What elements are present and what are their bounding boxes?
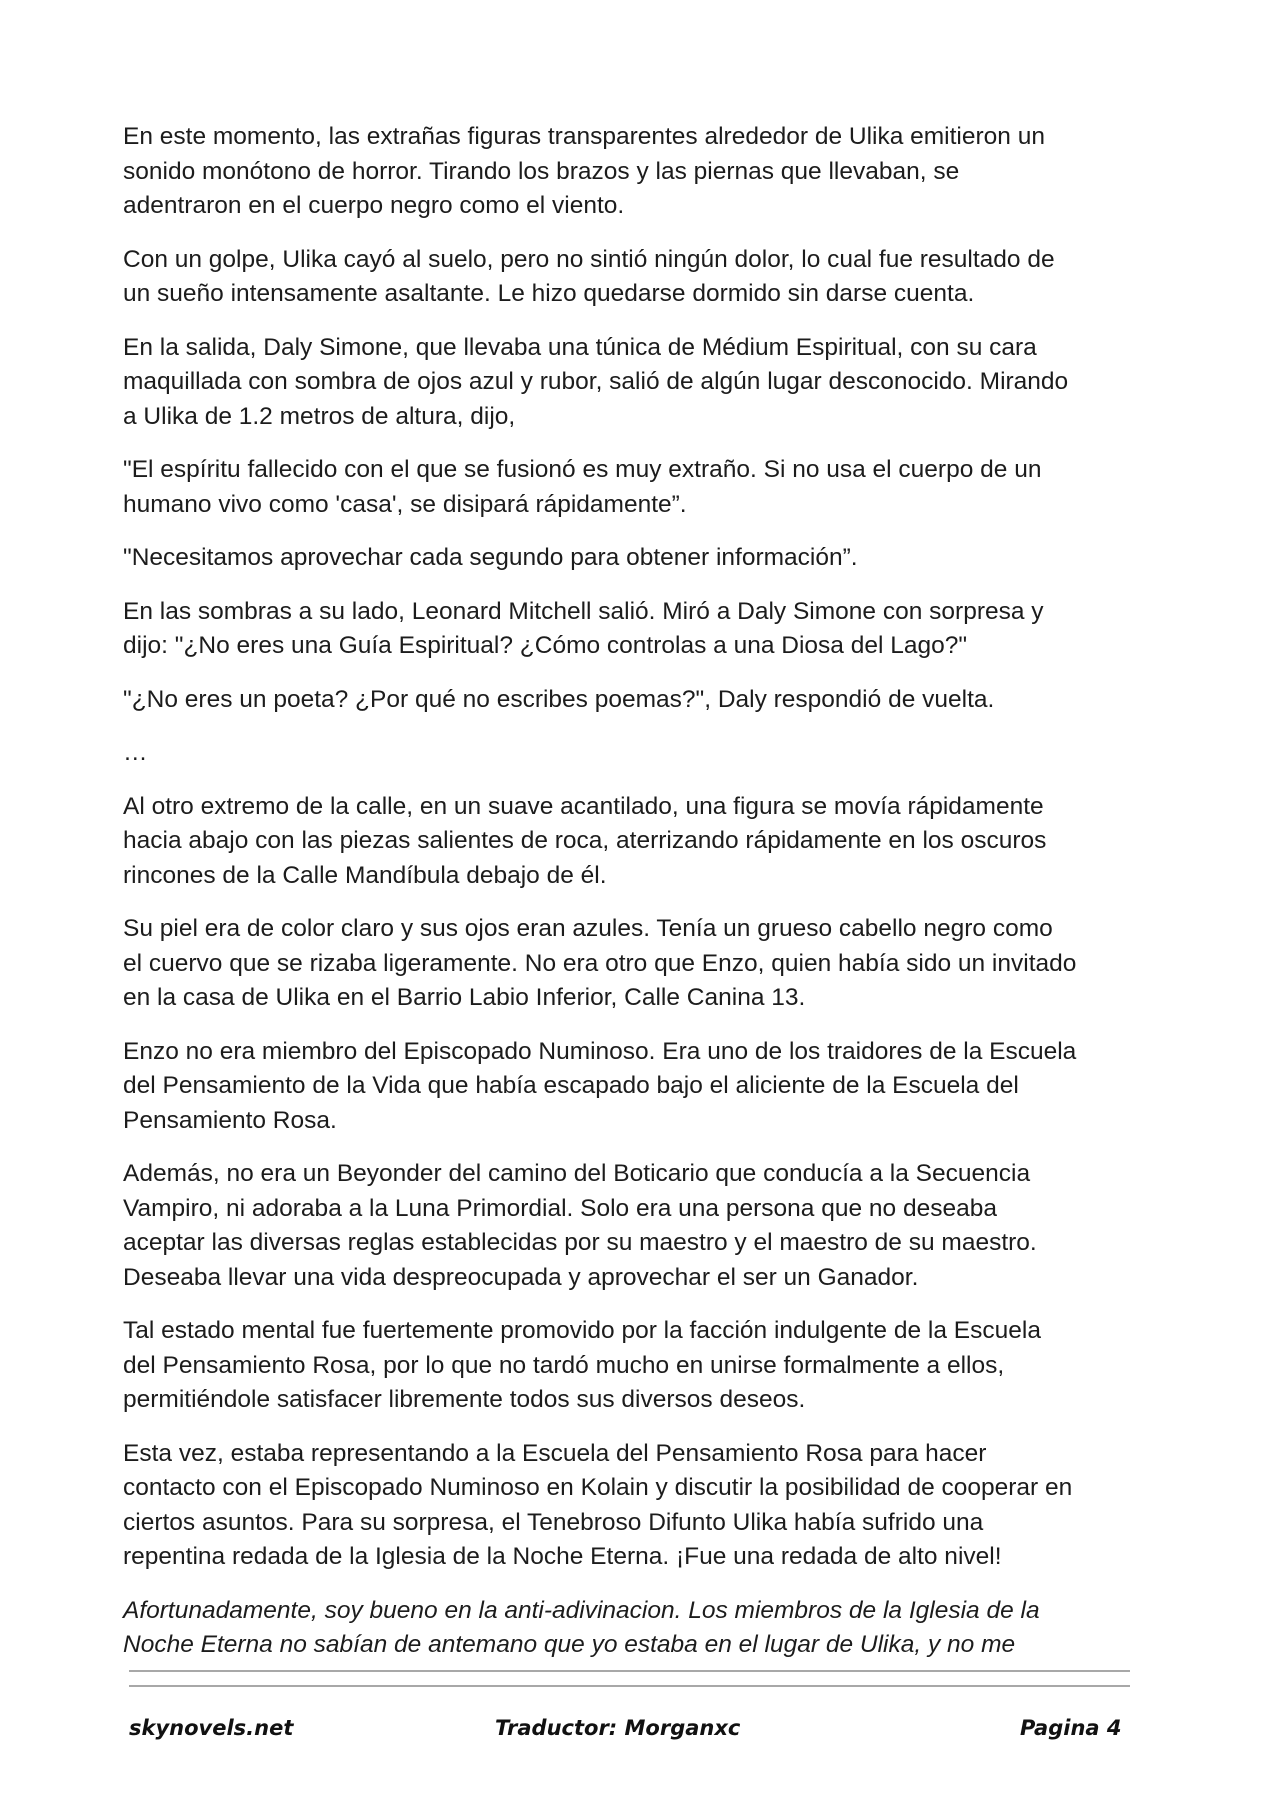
paragraph <box>123 1437 1143 1575</box>
text-line: Además, no era un Beyonder del camino del Boticario que conducía a la Secuencia <box>123 1160 1031 1187</box>
text-line: maquillada con sombra de ojos azul y rubor, salió de algún lugar desconocido. Mirando <box>123 368 1069 395</box>
text-line: Deseaba llevar una vida despreocupada y aprovechar el ser un Ganador. <box>123 1263 919 1291</box>
footer-divider-bottom <box>129 1685 1130 1687</box>
body-text <box>123 120 1143 1682</box>
text-line: repentina redada de la Iglesia de la Noche Eterna. ¡Fue una redada de alto nivel! <box>123 1543 1002 1570</box>
text-line: contacto con el Episcopado Numinoso en Kolain y discutir la posibilidad de cooperar en <box>123 1474 1073 1501</box>
paragraph <box>123 453 1143 522</box>
paragraph <box>123 595 1143 664</box>
text-line: humano vivo como 'casa', se disipará rápidamente”. <box>123 490 687 518</box>
footer-site: skynovels.net <box>129 1716 294 1740</box>
paragraph <box>123 790 1143 894</box>
text-line: ciertos asuntos. Para su sorpresa, el Tenebroso Difunto Ulika había sufrido una <box>123 1508 984 1536</box>
text-line: En las sombras a su lado, Leonard Mitchell salió. Miró a Daly Simone con sorpresa y <box>123 597 1044 625</box>
text-line: Afortunadamente, soy bueno en la anti-adivinacion. Los miembros de la Iglesia de la <box>123 1596 1040 1624</box>
text-line: un sueño intensamente asaltante. Le hizo quedarse dormido sin darse cuenta. <box>123 280 975 307</box>
text-line: el cuervo que se rizaba ligeramente. No era otro que Enzo, quien había sido un invitado <box>123 949 1077 977</box>
text-line: Enzo no era miembro del Episcopado Numinoso. Era uno de los traidores de la Escuela <box>123 1037 1077 1065</box>
text-line: Noche Eterna no sabían de antemano que yo estaba en el lugar de Ulika, y no me <box>123 1631 1016 1658</box>
footer-translator: Traductor: Morganxc <box>495 1716 741 1740</box>
text-line: a Ulika de 1.2 metros de altura, dijo, <box>123 402 516 430</box>
paragraph <box>123 683 1143 718</box>
paragraph <box>123 1035 1143 1139</box>
text-line: … <box>123 739 148 766</box>
text-line: "El espíritu fallecido con el que se fusionó es muy extraño. Si no usa el cuerpo de un <box>123 456 1042 483</box>
paragraph <box>123 736 1143 771</box>
text-line: del Pensamiento de la Vida que había escapado bajo el aliciente de la Escuela del <box>123 1072 1019 1099</box>
paragraph <box>123 912 1143 1016</box>
text-line: sonido monótono de horror. Tirando los brazos y las piernas que llevaban, se <box>123 157 960 185</box>
text-line: En la salida, Daly Simone, que llevaba una túnica de Médium Espiritual, con su cara <box>123 333 1037 361</box>
text-line: dijo: "¿No eres una Guía Espiritual? ¿Cómo controlas a una Diosa del Lago?" <box>123 632 968 659</box>
paragraph <box>123 1314 1143 1418</box>
paragraph <box>123 1157 1143 1295</box>
text-line: "¿No eres un poeta? ¿Por qué no escribes poemas?", Daly respondió de vuelta. <box>123 685 995 713</box>
text-line: "Necesitamos aprovechar cada segundo para obtener información”. <box>123 544 858 571</box>
paragraph <box>123 541 1143 576</box>
text-line: del Pensamiento Rosa, por lo que no tardó mucho en unirse formalmente a ellos, <box>123 1351 1005 1379</box>
footer-divider-top <box>129 1670 1130 1672</box>
text-line: permitiéndole satisfacer libremente todos sus diversos deseos. <box>123 1386 806 1413</box>
paragraph <box>123 331 1143 435</box>
paragraph <box>123 1594 1143 1663</box>
paragraph <box>123 120 1143 224</box>
text-line: Su piel era de color claro y sus ojos eran azules. Tenía un grueso cabello negro como <box>123 915 1053 942</box>
text-line: adentraron en el cuerpo negro como el viento. <box>123 192 625 219</box>
paragraph <box>123 243 1143 312</box>
text-line: Al otro extremo de la calle, en un suave acantilado, una figura se movía rápidamente <box>123 792 1044 820</box>
text-line: En este momento, las extrañas figuras transparentes alrededor de Ulika emitieron un <box>123 123 1045 150</box>
text-line: en la casa de Ulika en el Barrio Labio Inferior, Calle Canina 13. <box>123 984 806 1011</box>
text-line: Esta vez, estaba representando a la Escuela del Pensamiento Rosa para hacer <box>123 1439 987 1467</box>
text-line: rincones de la Calle Mandíbula debajo de él. <box>123 861 607 889</box>
footer-page-number: Pagina 4 <box>1020 1716 1122 1740</box>
text-line: hacia abajo con las piezas salientes de roca, aterrizando rápidamente en los oscuros <box>123 827 1047 854</box>
text-line: Con un golpe, Ulika cayó al suelo, pero no sintió ningún dolor, lo cual fue resultado de <box>123 245 1055 273</box>
text-line: aceptar las diversas reglas establecidas por su maestro y el maestro de su maestro. <box>123 1229 1037 1256</box>
text-line: Vampiro, ni adoraba a la Luna Primordial. Solo era una persona que no deseaba <box>123 1194 997 1222</box>
text-line: Pensamiento Rosa. <box>123 1106 337 1134</box>
text-line: Tal estado mental fue fuertemente promovido por la facción indulgente de la Escuela <box>123 1317 1041 1344</box>
